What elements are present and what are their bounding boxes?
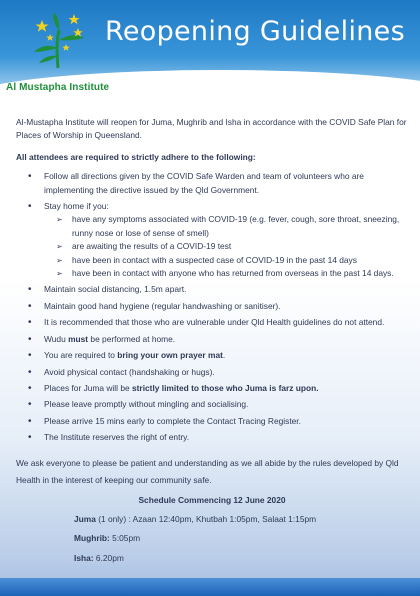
- list-item-label: Stay home if you:: [44, 201, 109, 212]
- schedule-title: Schedule Commencing 12 June 2020: [138, 494, 286, 505]
- sub-list-item: ➢ have any symptoms associated with COVID-19 (e.g. fever, cough, sore throat, sneezing, runny nose or lose of sense of smell): [56, 213, 408, 240]
- emphasis-text: bring your own prayer mat: [117, 350, 223, 361]
- sub-list-item: ➢ are awaiting the results of a COVID-19 test: [56, 240, 408, 253]
- requirements-heading: All attendees are required to strictly adhere to the following:: [16, 151, 256, 162]
- list-item: • It is recommended that those who are vulnerable under Qld Health guidelines do not attend.: [26, 316, 408, 329]
- schedule-mughrib: [16, 532, 408, 545]
- intro-paragraph: Al-Mustapha Institute will reopen for Juma, Mughrib and Isha in accordance with the COVID Safe Plan for Places of Worship in Queensland.: [16, 117, 407, 141]
- list-item-stay-home: [26, 200, 408, 280]
- organization-name: Al Mustapha Institute: [6, 82, 110, 93]
- guidelines-list: [16, 170, 408, 444]
- emphasis-text: must: [68, 333, 89, 344]
- schedule-times: (1 only) : Azaan 12:40pm, Khutbah 1:05pm, Salaat 1:15pm: [95, 513, 317, 524]
- list-item-juma-places: [26, 382, 408, 395]
- list-item-wudu: [26, 333, 408, 346]
- text-segment: Wudu: [44, 333, 69, 344]
- list-item: • Maintain good hand hygiene (regular handwashing or sanitiser).: [26, 300, 408, 313]
- schedule-label: Isha:: [74, 552, 94, 563]
- institute-logo: [26, 8, 90, 72]
- list-item: • Follow all directions given by the COVID Safe Warden and team of volunteers who are implementing the directive issued by the Qld Government.: [26, 170, 408, 197]
- guidelines-content: [16, 116, 408, 565]
- schedule-times: 6.20pm: [93, 552, 124, 563]
- list-item-prayer-mat: [26, 349, 408, 362]
- schedule-isha: [16, 552, 408, 565]
- list-item: • Please leave promptly without mingling and socialising.: [26, 398, 408, 411]
- stay-home-sublist: [44, 213, 408, 280]
- list-item: • Please arrive 15 mins early to complete the Contact Tracing Register.: [26, 415, 408, 428]
- emphasis-text: strictly limited to those who Juma is farz upon.: [131, 382, 319, 393]
- list-item: • Maintain social distancing, 1.5m apart.: [26, 283, 408, 296]
- list-item: • The Institute reserves the right of entry.: [26, 431, 408, 444]
- text-segment: .: [222, 350, 226, 361]
- schedule-juma: [16, 513, 408, 526]
- text-segment: You are required to: [44, 350, 118, 361]
- sub-list-item: ➢ have been in contact with anyone who has returned from overseas in the past 14 days.: [56, 267, 408, 280]
- list-item: • Avoid physical contact (handshaking or hugs).: [26, 366, 408, 379]
- closing-paragraph: We ask everyone to please be patient and understanding as we all abide by the rules developed by Qld Health in the interest of keeping our community safe.: [16, 457, 399, 485]
- schedule-label: Juma: [74, 513, 96, 524]
- text-segment: be performed at home.: [88, 333, 176, 344]
- schedule-label: Mughrib:: [74, 533, 110, 544]
- schedule-times: 5:05pm: [109, 533, 141, 544]
- page-title: Reopening Guidelines: [105, 16, 405, 47]
- text-segment: Places for Juma will be: [44, 382, 132, 393]
- sub-list-item: ➢ have been in contact with a suspected case of COVID-19 in the past 14 days: [56, 254, 408, 267]
- footer-bar: [0, 578, 420, 596]
